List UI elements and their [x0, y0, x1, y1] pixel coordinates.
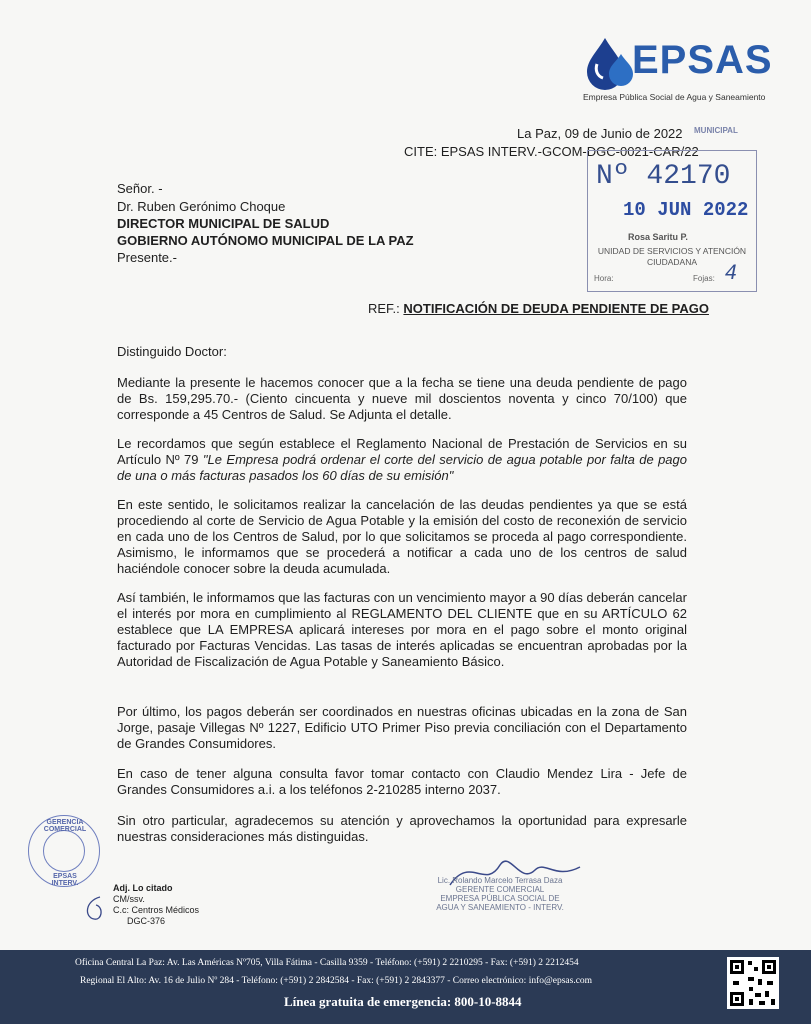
- stamp-header-text: MUNICIPAL: [694, 126, 738, 135]
- footer-office-el-alto: Regional El Alto: Av. 16 de Julio Nº 284 - Teléfono: (+591) 2 2842584 - Fax: (+591) 2 2843377 - Correo electrónico: info@epsas.com: [80, 976, 593, 986]
- paragraph-contact: En caso de tener alguna consulta favor tomar contacto con Claudio Mendez Lira - Jefe de Grandes Consumidores a.i. a los teléfonos 2-210285 interno 2037.: [117, 766, 687, 797]
- signer-name: Lic. Rolando Marcelo Terrasa Daza: [437, 876, 563, 885]
- footer-emergency-line: Línea gratuita de emergencia: 800-10-8844: [284, 994, 522, 1009]
- stamp-receiver: Rosa Saritu P.: [628, 232, 688, 242]
- signature-block: [420, 876, 580, 912]
- ref-subject: NOTIFICACIÓN DE DEUDA PENDIENTE DE PAGO: [403, 301, 709, 316]
- dgc-note: DGC-376: [127, 916, 166, 926]
- signer-org-1: EMPRESA PÚBLICA SOCIAL DE: [440, 894, 560, 903]
- epsas-logo-drops: [583, 34, 639, 90]
- paragraph-request: En este sentido, le solicitamos realizar la cancelación de las deudas pendientes ya que se está procediendo al corte de Servicio de Agua Potable y la emisión del costo de reconexión de servicio en cada uno de los Centros de Salud, por lo que solicitamos se proceda al pago correspondiente. Asimismo, le informamos que se procederá a notificar a cada uno de los centros de salud haciéndole conocer sobre la deuda acumulada.: [117, 497, 687, 576]
- signer-role: GERENTE COMERCIAL: [455, 885, 545, 894]
- signer-org-2: AGUA Y SANEAMIENTO - INTERV.: [436, 903, 564, 912]
- recipient-presente: Presente.-: [117, 250, 177, 265]
- paragraph-closing: Sin otro particular, agradecemos su atención y aprovechamos la oportunidad para expresarle nuestras consideraciones más distinguidas.: [117, 813, 687, 844]
- stamp-fojas-value: 4: [725, 261, 737, 284]
- recipient-org: GOBIERNO AUTÓNOMO MUNICIPAL DE LA PAZ: [117, 233, 414, 248]
- seal-bottom-text: EPSAS INTERV.: [51, 873, 79, 887]
- stamp-date: 10 JUN 2022: [623, 199, 749, 221]
- seal-inner-ring: [43, 830, 85, 872]
- paragraph-debt: Mediante la presente le hacemos conocer que a la fecha se tiene una deuda pendiente de pago de Bs. 159,295.70.- (Ciento cincuenta y nueve mil doscientos noventa y cinco 70/100) que corresponde a 45 Centros de Salud. Se Adjunta el detalle.: [117, 375, 687, 422]
- logo-subtitle: Empresa Pública Social de Agua y Saneamiento: [583, 92, 766, 102]
- footer-office-la-paz: Oficina Central La Paz: Av. Las Américas Nº705, Villa Fátima - Casilla 9359 - Teléfono: (+591) 2 2210295 - Fax: (+591) 2 2212454: [75, 958, 579, 968]
- footer-bar: [0, 950, 811, 1024]
- recipient-greeting: Señor. -: [117, 181, 163, 196]
- initials-note: CM/ssv.: [113, 894, 145, 904]
- ref-label: REF.:: [368, 301, 400, 316]
- cc-note: C.c: Centros Médicos: [113, 905, 200, 915]
- salutation: Distinguido Doctor:: [117, 344, 227, 359]
- paragraph-payments: Por último, los pagos deberán ser coordinados en nuestras oficinas ubicadas en la zona de San Jorge, pasaje Villegas Nº 1227, Edificio UTO Primer Piso previa conciliación con el Departamento de Grandes Consumidores.: [117, 704, 687, 751]
- qr-code-icon: [727, 957, 779, 1009]
- gerencia-comercial-seal: [28, 815, 100, 887]
- paragraph-regulation: [117, 436, 687, 484]
- seal-top-text: GERENCIA COMERCIAL: [43, 819, 87, 833]
- stamp-number: Nº 42170: [596, 161, 731, 192]
- paragraph-interest: Así también, le informamos que las facturas con un vencimiento mayor a 90 días deberán cancelar el interés por mora en cumplimiento al REGLAMENTO DEL CLIENTE que en su ARTÍCULO 62 establece que LA EMPRESA aplicará intereses por mora en el pago sobre el monto original facturado por Facturas Vencidas. Las tasas de interés aplicadas se encuentran aprobadas por la Autoridad de Fiscalización de Agua Potable y Saneamiento Básico.: [117, 590, 687, 669]
- stamp-unit: UNIDAD DE SERVICIOS Y ATENCIÓN CIUDADANA: [597, 246, 747, 267]
- recipient-title: DIRECTOR MUNICIPAL DE SALUD: [117, 216, 330, 231]
- stamp-fojas-label: Fojas:: [693, 274, 715, 283]
- cite-reference: CITE: EPSAS INTERV.-GCOM-DGC-0021-CAR/22: [404, 144, 699, 159]
- initial-scribble: [80, 893, 108, 925]
- regulation-quote: "Le Empresa podrá ordenar el corte del servicio de agua potable por falta de pago de una o más facturas pasados los 60 días de su emisión": [117, 452, 687, 483]
- reception-stamp: [587, 150, 757, 292]
- regulation-intro: Le recordamos que según establece el Reglamento Nacional de Prestación de Servicios en su Artículo Nº 79: [117, 436, 687, 467]
- closing-notes: [113, 883, 199, 927]
- stamp-hora-label: Hora:: [594, 274, 614, 283]
- logo-wordmark: EPSAS: [632, 38, 773, 82]
- recipient-name: Dr. Ruben Gerónimo Choque: [117, 199, 286, 214]
- place-date: La Paz, 09 de Junio de 2022: [517, 126, 683, 141]
- attachment-note: Adj. Lo citado: [113, 883, 173, 893]
- ref-line: [368, 301, 709, 316]
